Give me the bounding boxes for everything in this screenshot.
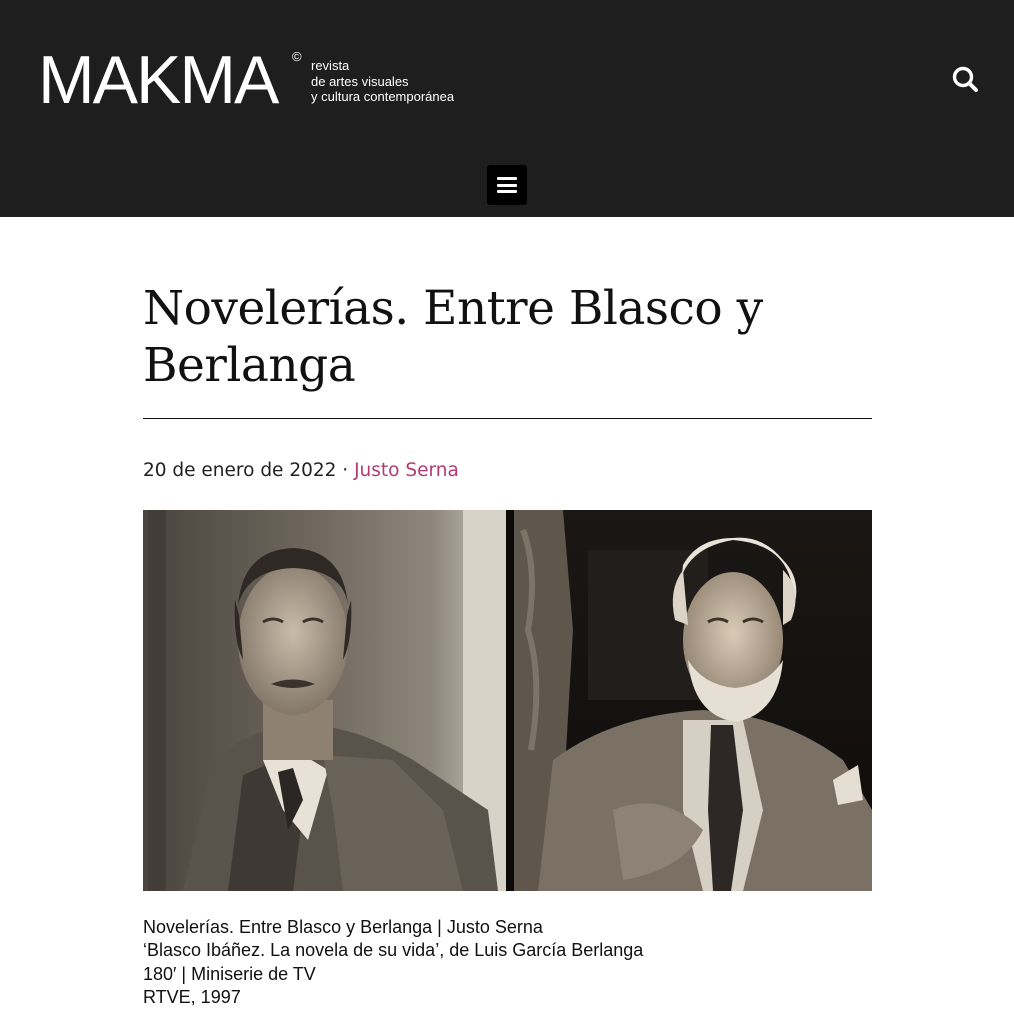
menu-toggle-button[interactable] — [487, 165, 527, 205]
site-header — [0, 0, 1014, 217]
logo-tagline-line: de artes visuales — [311, 73, 409, 89]
featured-image — [143, 510, 872, 891]
caption-line: RTVE, 1997 — [143, 986, 241, 1007]
logo-wordmark: MAKMA — [38, 42, 278, 118]
article-date: 20 de enero de 2022 — [143, 460, 337, 481]
article-title: Novelerías. Entre Blasco y Berlanga — [143, 281, 763, 393]
search-icon — [948, 62, 982, 96]
logo-tagline — [311, 58, 491, 105]
logo-tagline-line: y cultura contemporánea — [311, 89, 455, 104]
caption-line: 180′ | Miniserie de TV — [143, 963, 316, 984]
article-meta — [143, 459, 459, 483]
meta-separator: · — [342, 460, 349, 481]
logo-copyright-symbol: © — [292, 49, 302, 64]
author-link[interactable]: Justo Serna — [354, 460, 459, 481]
caption-line: Novelerías. Entre Blasco y Berlanga | Justo Serna — [143, 917, 543, 937]
hamburger-menu-icon — [497, 184, 517, 187]
title-divider — [143, 418, 872, 419]
logo-tagline-line: revista — [311, 58, 350, 73]
image-caption — [143, 916, 872, 1009]
portraits-photo — [143, 510, 872, 891]
search-button[interactable] — [948, 62, 982, 96]
hamburger-menu-icon — [497, 190, 517, 193]
caption-line: ‘Blasco Ibáñez. La novela de su vida’, de Luis García Berlanga — [143, 940, 644, 961]
hamburger-menu-icon — [497, 177, 517, 180]
